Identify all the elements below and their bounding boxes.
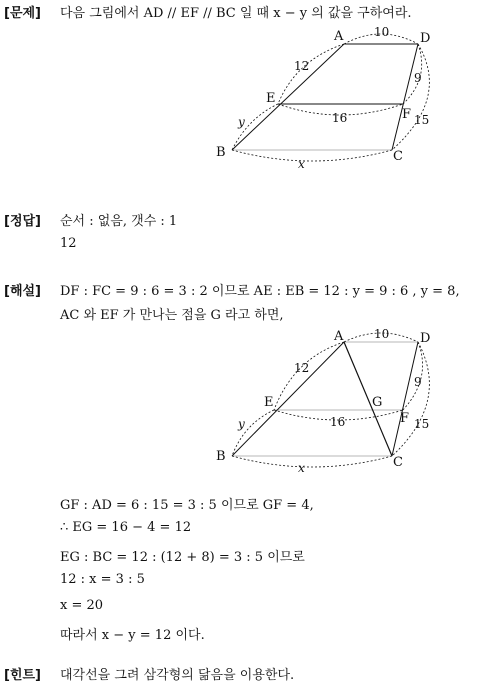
point-a: A xyxy=(334,29,344,44)
point-e: E xyxy=(266,91,276,106)
label-df: 9 xyxy=(414,71,422,85)
solution-line-1: DF : FC = 9 : 6 = 3 : 2 이므로 AE : EB = 12 : y = 9 : 6 , y = 8, xyxy=(60,284,460,299)
label-ad: 10 xyxy=(374,25,390,39)
point-b: B xyxy=(216,449,226,464)
problem-text: 다음 그림에서 AD // EF // BC 일 때 x − y 의 값을 구하여라. xyxy=(60,6,412,21)
label-ef: 16 xyxy=(332,111,348,125)
label-fc: 15 xyxy=(414,417,430,431)
solution-step-6: 따라서 x − y = 12 이다. xyxy=(60,628,205,643)
label-fc: 15 xyxy=(414,113,430,127)
hint-tag: [힌트] xyxy=(4,668,41,683)
answer-tag: [정답] xyxy=(4,214,41,229)
point-c: C xyxy=(393,149,403,164)
label-eb: y xyxy=(238,115,245,129)
label-eb: y xyxy=(238,417,245,431)
segment-ab xyxy=(232,44,344,150)
point-e: E xyxy=(264,395,274,410)
solution-step-4: 12 : x = 3 : 5 xyxy=(60,572,145,587)
label-bc: x xyxy=(298,461,305,475)
solution-step-5: x = 20 xyxy=(60,598,104,613)
solution-tag: [해설] xyxy=(4,284,41,299)
point-f: F xyxy=(402,107,412,122)
point-c: C xyxy=(393,455,403,470)
label-ae: 12 xyxy=(294,361,310,375)
point-d: D xyxy=(420,31,431,46)
segment-dc xyxy=(392,44,418,150)
label-ad: 10 xyxy=(374,327,390,341)
solution-step-1: GF : AD = 6 : 15 = 3 : 5 이므로 GF = 4, xyxy=(60,498,314,513)
point-d: D xyxy=(420,331,431,346)
solution-step-3: EG : BC = 12 : (12 + 8) = 3 : 5 이므로 xyxy=(60,550,305,565)
label-ae: 12 xyxy=(294,59,310,73)
label-bc: x xyxy=(298,157,305,171)
solution-step-2: ∴ EG = 16 − 4 = 12 xyxy=(60,520,192,535)
point-f: F xyxy=(400,411,410,426)
label-ef: 16 xyxy=(330,415,346,429)
answer-meta: 순서 : 없음, 갯수 : 1 xyxy=(60,214,178,229)
hint-text: 대각선을 그려 삼각형의 닮음을 이용한다. xyxy=(60,668,295,683)
point-a: A xyxy=(334,329,344,344)
point-b: B xyxy=(216,145,226,160)
label-df: 9 xyxy=(414,375,422,389)
trapezoid-figure-2 xyxy=(210,326,450,476)
point-g: G xyxy=(372,395,383,410)
problem-tag: [문제] xyxy=(4,6,41,21)
diagonal-ac xyxy=(344,342,392,456)
solution-line-2: AC 와 EF 가 만나는 점을 G 라고 하면, xyxy=(60,308,284,323)
trapezoid-figure-1 xyxy=(210,22,450,172)
answer-value: 12 xyxy=(60,236,77,251)
